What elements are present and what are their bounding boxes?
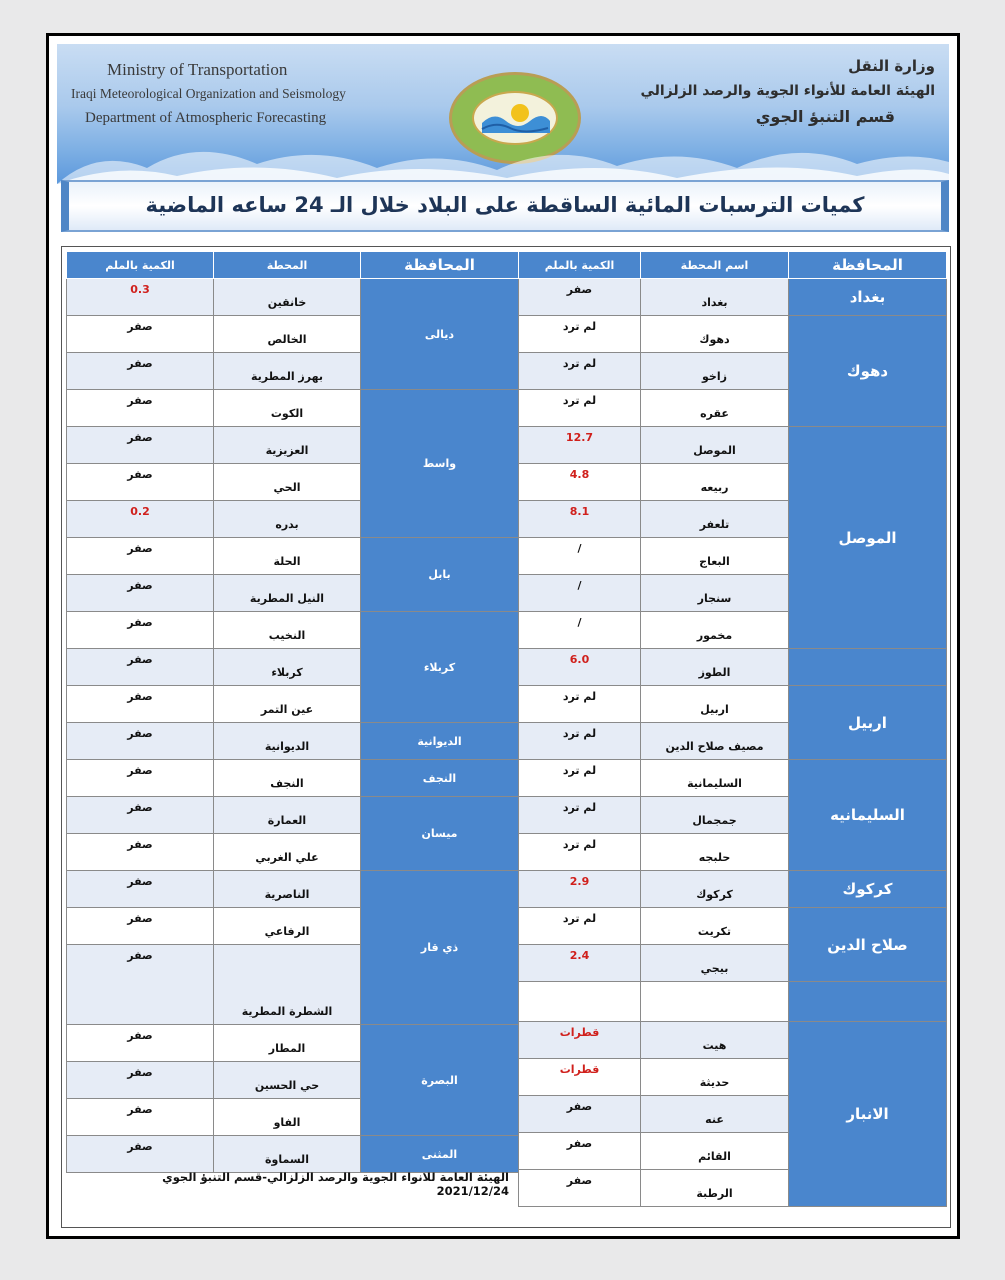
station-cell: هيت bbox=[641, 1022, 789, 1059]
station-cell: سنجار bbox=[641, 575, 789, 612]
governorate-cell: بغداد bbox=[789, 279, 947, 316]
amount-cell: صفر bbox=[519, 279, 641, 316]
station-cell: العزيزية bbox=[214, 427, 361, 464]
station-cell: تلعفر bbox=[641, 501, 789, 538]
right-row bbox=[519, 279, 947, 316]
station-cell: السليمانية bbox=[641, 760, 789, 797]
amount-cell: 2.9 bbox=[519, 871, 641, 908]
header-amount: الكمية بالملم bbox=[519, 252, 641, 279]
station-cell: مصيف صلاح الدين bbox=[641, 723, 789, 760]
header-governorate: المحافظة bbox=[789, 252, 947, 279]
amount-cell: 2.4 bbox=[519, 945, 641, 982]
governorate-cell: ذي قار bbox=[361, 871, 519, 1025]
en-ministry: Ministry of Transportation bbox=[107, 60, 288, 79]
amount-cell: لم ترد bbox=[519, 908, 641, 945]
right-row bbox=[519, 908, 947, 945]
station-cell: حديثة bbox=[641, 1059, 789, 1096]
amount-cell: صفر bbox=[67, 1136, 214, 1173]
amount-cell: 4.8 bbox=[519, 464, 641, 501]
footer-note: الهيئة العامة للانواء الجوية والرصد الزلزالي-قسم التنبؤ الجوي 2021/12/24 bbox=[162, 1170, 509, 1198]
amount-cell: صفر bbox=[67, 1099, 214, 1136]
station-cell: عنه bbox=[641, 1096, 789, 1133]
ar-ministry: وزارة النقل bbox=[848, 57, 935, 75]
amount-cell: صفر bbox=[519, 1170, 641, 1207]
station-cell: مخمور bbox=[641, 612, 789, 649]
station-cell: النجف bbox=[214, 760, 361, 797]
amount-cell: صفر bbox=[519, 1096, 641, 1133]
amount-cell: صفر bbox=[67, 1062, 214, 1099]
left-row bbox=[67, 797, 519, 834]
amount-cell: لم ترد bbox=[519, 353, 641, 390]
ar-department: قسم التنبؤ الجوي bbox=[755, 107, 895, 126]
governorate-cell: النجف bbox=[361, 760, 519, 797]
amount-cell: صفر bbox=[67, 649, 214, 686]
station-cell: الحي bbox=[214, 464, 361, 501]
station-cell: النخيب bbox=[214, 612, 361, 649]
ar-organization: الهيئة العامة للأنواء الجوية والرصد الزلزالي bbox=[640, 83, 935, 99]
amount-cell: 6.0 bbox=[519, 649, 641, 686]
amount-cell: صفر bbox=[519, 1133, 641, 1170]
governorate-cell: ديالى bbox=[361, 279, 519, 390]
governorate-cell bbox=[789, 649, 947, 686]
amount-cell: صفر bbox=[67, 871, 214, 908]
station-cell: الكوت bbox=[214, 390, 361, 427]
bulletin-page bbox=[46, 33, 960, 1239]
en-organization: Iraqi Meteorological Organization and Seismology bbox=[71, 86, 346, 101]
governorate-cell: الموصل bbox=[789, 427, 947, 649]
governorate-cell: المثنى bbox=[361, 1136, 519, 1173]
right-row bbox=[519, 686, 947, 723]
amount-cell: لم ترد bbox=[519, 316, 641, 353]
amount-cell: صفر bbox=[67, 945, 214, 1025]
left-row bbox=[67, 871, 519, 908]
station-cell: الناصرية bbox=[214, 871, 361, 908]
amount-cell: صفر bbox=[67, 316, 214, 353]
station-cell: زاخو bbox=[641, 353, 789, 390]
station-cell: السماوة bbox=[214, 1136, 361, 1173]
amount-cell: صفر bbox=[67, 1025, 214, 1062]
amount-cell: لم ترد bbox=[519, 390, 641, 427]
amount-cell: لم ترد bbox=[519, 834, 641, 871]
amount-cell: صفر bbox=[67, 760, 214, 797]
right-row bbox=[519, 316, 947, 353]
right-row bbox=[519, 982, 947, 1022]
station-cell: الخالص bbox=[214, 316, 361, 353]
amount-cell: 0.3 bbox=[67, 279, 214, 316]
amount-cell bbox=[519, 982, 641, 1022]
governorate-cell: واسط bbox=[361, 390, 519, 538]
station-cell: جمجمال bbox=[641, 797, 789, 834]
right-row bbox=[519, 871, 947, 908]
amount-cell: لم ترد bbox=[519, 723, 641, 760]
station-cell: الموصل bbox=[641, 427, 789, 464]
right-row bbox=[519, 427, 947, 464]
governorate-cell: صلاح الدين bbox=[789, 908, 947, 982]
amount-cell: 12.7 bbox=[519, 427, 641, 464]
amount-cell: / bbox=[519, 575, 641, 612]
amount-cell: قطرات bbox=[519, 1022, 641, 1059]
left-row bbox=[67, 612, 519, 649]
governorate-cell bbox=[789, 982, 947, 1022]
right-row bbox=[519, 649, 947, 686]
amount-cell: صفر bbox=[67, 575, 214, 612]
amount-cell: صفر bbox=[67, 390, 214, 427]
station-cell: كركوك bbox=[641, 871, 789, 908]
station-cell: حلبجه bbox=[641, 834, 789, 871]
station-cell: بدره bbox=[214, 501, 361, 538]
left-table bbox=[66, 251, 519, 1173]
amount-cell: صفر bbox=[67, 538, 214, 575]
amount-cell: لم ترد bbox=[519, 797, 641, 834]
right-table-header bbox=[519, 252, 947, 279]
amount-cell: قطرات bbox=[519, 1059, 641, 1096]
left-row bbox=[67, 390, 519, 427]
left-row bbox=[67, 1025, 519, 1062]
left-row bbox=[67, 1136, 519, 1173]
header-banner bbox=[57, 44, 949, 184]
amount-cell: صفر bbox=[67, 686, 214, 723]
governorate-cell: البصرة bbox=[361, 1025, 519, 1136]
amount-cell: صفر bbox=[67, 908, 214, 945]
station-cell: الديوانية bbox=[214, 723, 361, 760]
amount-cell: صفر bbox=[67, 612, 214, 649]
amount-cell: صفر bbox=[67, 834, 214, 871]
station-cell: علي الغربي bbox=[214, 834, 361, 871]
governorate-cell: الديوانية bbox=[361, 723, 519, 760]
governorate-cell: اربيل bbox=[789, 686, 947, 760]
station-cell: اربيل bbox=[641, 686, 789, 723]
right-row bbox=[519, 1022, 947, 1059]
station-cell: الفاو bbox=[214, 1099, 361, 1136]
station-cell: المطار bbox=[214, 1025, 361, 1062]
station-cell: كربلاء bbox=[214, 649, 361, 686]
left-row bbox=[67, 760, 519, 797]
amount-cell: صفر bbox=[67, 427, 214, 464]
station-cell: عقره bbox=[641, 390, 789, 427]
left-row bbox=[67, 279, 519, 316]
station-cell: عين التمر bbox=[214, 686, 361, 723]
header-station: اسم المحطة bbox=[641, 252, 789, 279]
page-title: كميات الترسبات المائية الساقطة على البلاد خلال الـ 24 ساعه الماضية bbox=[61, 180, 949, 232]
left-row bbox=[67, 723, 519, 760]
english-header bbox=[71, 58, 371, 130]
amount-cell: صفر bbox=[67, 723, 214, 760]
clouds-decoration bbox=[57, 128, 949, 184]
governorate-cell: بابل bbox=[361, 538, 519, 612]
station-cell: النيل المطرية bbox=[214, 575, 361, 612]
amount-cell: / bbox=[519, 612, 641, 649]
header-governorate: المحافظة bbox=[361, 252, 519, 279]
header-station: المحطة bbox=[214, 252, 361, 279]
header-amount: الكمية بالملم bbox=[67, 252, 214, 279]
station-cell: بغداد bbox=[641, 279, 789, 316]
governorate-cell: السليمانيه bbox=[789, 760, 947, 871]
station-cell: القائم bbox=[641, 1133, 789, 1170]
station-cell: بهرز المطرية bbox=[214, 353, 361, 390]
station-cell: خانقين bbox=[214, 279, 361, 316]
arabic-header bbox=[635, 54, 935, 129]
station-cell bbox=[641, 982, 789, 1022]
station-cell: دهوك bbox=[641, 316, 789, 353]
governorate-cell: كربلاء bbox=[361, 612, 519, 723]
station-cell: الطوز bbox=[641, 649, 789, 686]
station-cell: الحلة bbox=[214, 538, 361, 575]
station-cell: تكريت bbox=[641, 908, 789, 945]
right-row bbox=[519, 760, 947, 797]
governorate-cell: ميسان bbox=[361, 797, 519, 871]
station-cell: الشطرة المطرية bbox=[214, 945, 361, 1025]
station-cell: البعاج bbox=[641, 538, 789, 575]
governorate-cell: كركوك bbox=[789, 871, 947, 908]
governorate-cell: الانبار bbox=[789, 1022, 947, 1207]
amount-cell: 8.1 bbox=[519, 501, 641, 538]
station-cell: حي الحسين bbox=[214, 1062, 361, 1099]
station-cell: ربيعه bbox=[641, 464, 789, 501]
station-cell: الرطبة bbox=[641, 1170, 789, 1207]
governorate-cell: دهوك bbox=[789, 316, 947, 427]
amount-cell: صفر bbox=[67, 353, 214, 390]
amount-cell: صفر bbox=[67, 464, 214, 501]
station-cell: الرفاعي bbox=[214, 908, 361, 945]
en-department: Department of Atmospheric Forecasting bbox=[85, 110, 327, 126]
amount-cell: 0.2 bbox=[67, 501, 214, 538]
amount-cell: / bbox=[519, 538, 641, 575]
amount-cell: لم ترد bbox=[519, 760, 641, 797]
left-row bbox=[67, 538, 519, 575]
station-cell: العمارة bbox=[214, 797, 361, 834]
left-table-header bbox=[67, 252, 519, 279]
right-table bbox=[518, 251, 947, 1207]
amount-cell: لم ترد bbox=[519, 686, 641, 723]
amount-cell: صفر bbox=[67, 797, 214, 834]
station-cell: بيجي bbox=[641, 945, 789, 982]
